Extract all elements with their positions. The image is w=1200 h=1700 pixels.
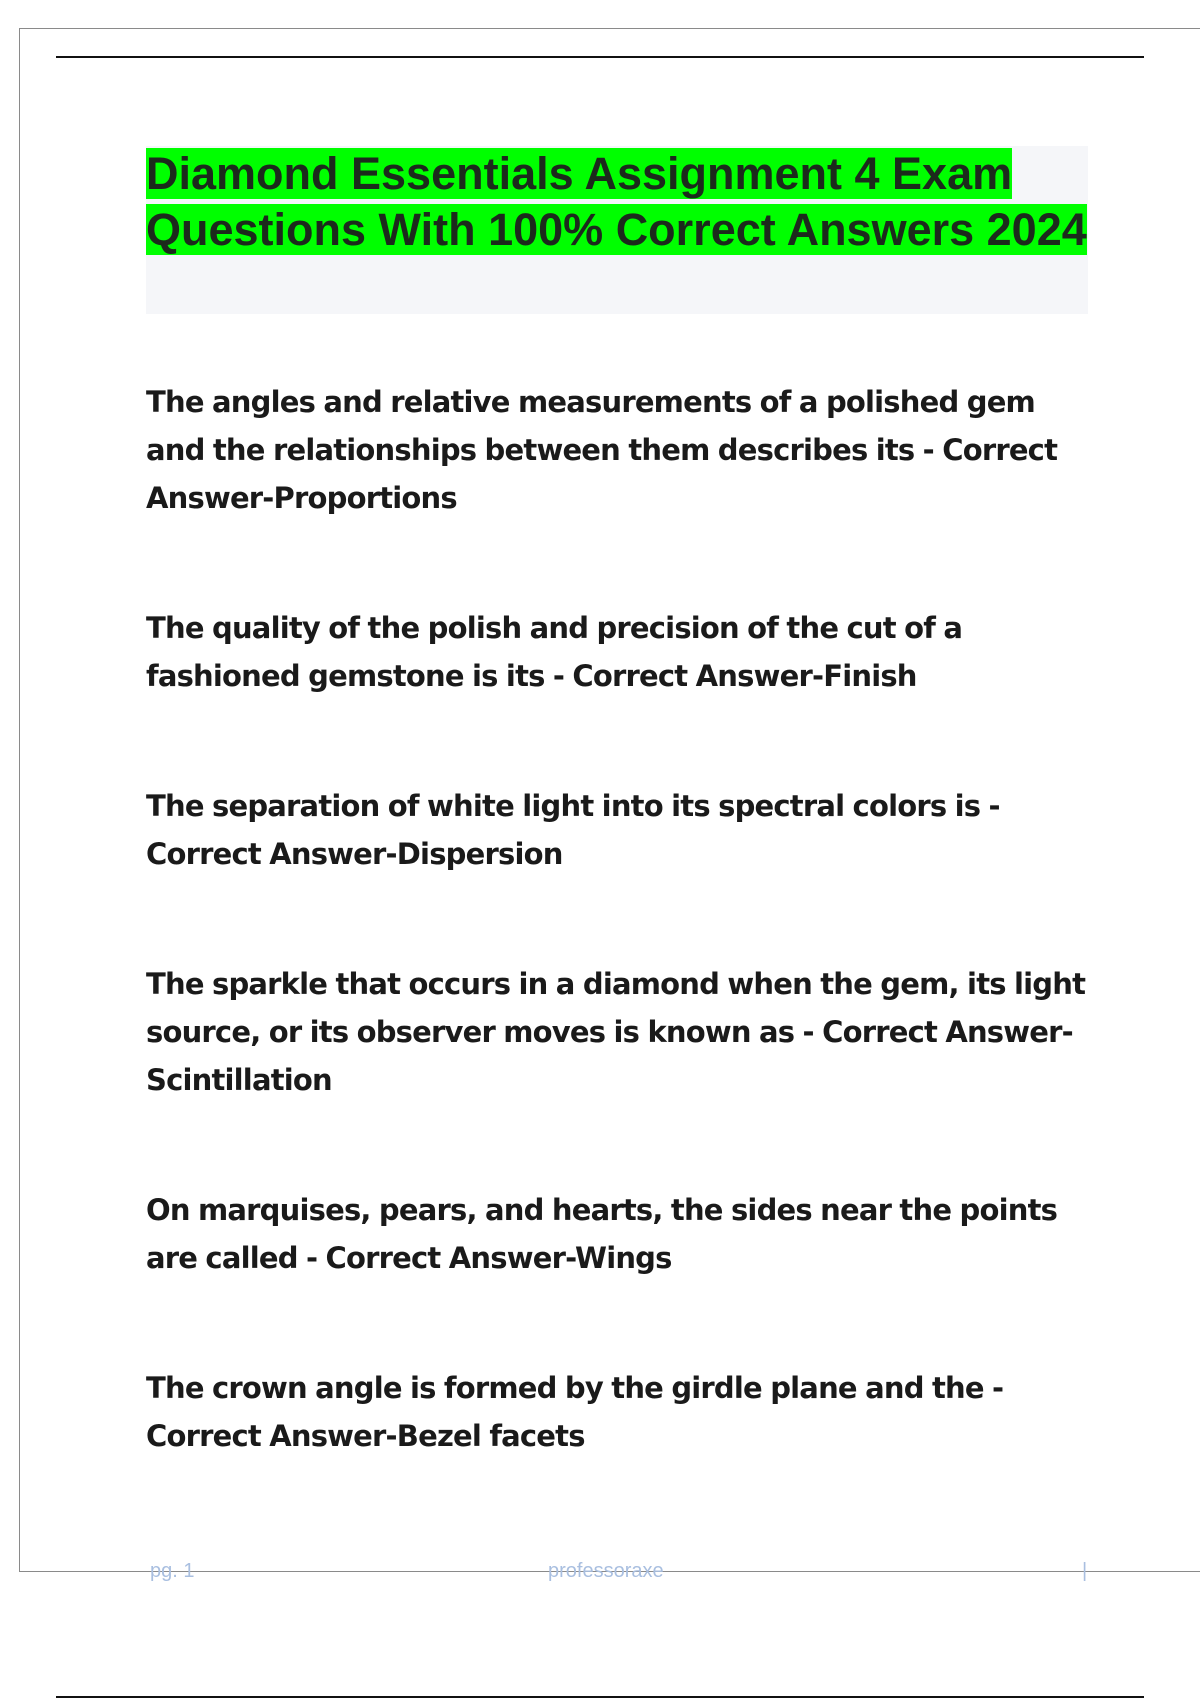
page-frame-left bbox=[19, 28, 20, 1572]
footer-page-number: pg. 1 bbox=[150, 1560, 195, 1582]
question-answer-4: The sparkle that occurs in a diamond when the gem, its light source, or its observer moves is known as - Correct Answer-Scintillation bbox=[146, 967, 1086, 1097]
question-list bbox=[146, 378, 1100, 1460]
question-answer-3: The separation of white light into its spectral colors is - Correct Answer-Dispersion bbox=[146, 789, 1000, 871]
document-title bbox=[146, 146, 1088, 258]
footer-author: professoraxe bbox=[548, 1560, 664, 1582]
document-title-highlight: Diamond Essentials Assignment 4 Exam Questions With 100% Correct Answers 2024 bbox=[146, 148, 1087, 255]
footer-rule bbox=[56, 1696, 1144, 1698]
header-rule bbox=[56, 56, 1144, 58]
question-answer-1: The angles and relative measurements of a polished gem and the relationships between them describes its - Correct Answer-Proportions bbox=[146, 385, 1058, 515]
question-answer-6: The crown angle is formed by the girdle plane and the - Correct Answer-Bezel facets bbox=[146, 1371, 1004, 1453]
question-answer-5: On marquises, pears, and hearts, the sides near the points are called - Correct Answer-Wings bbox=[146, 1193, 1058, 1275]
footer-separator: | bbox=[1082, 1560, 1088, 1582]
page-frame-top bbox=[19, 28, 1200, 29]
title-block bbox=[146, 146, 1088, 314]
question-answer-2: The quality of the polish and precision of the cut of a fashioned gemstone is its - Correct Answer-Finish bbox=[146, 611, 963, 693]
